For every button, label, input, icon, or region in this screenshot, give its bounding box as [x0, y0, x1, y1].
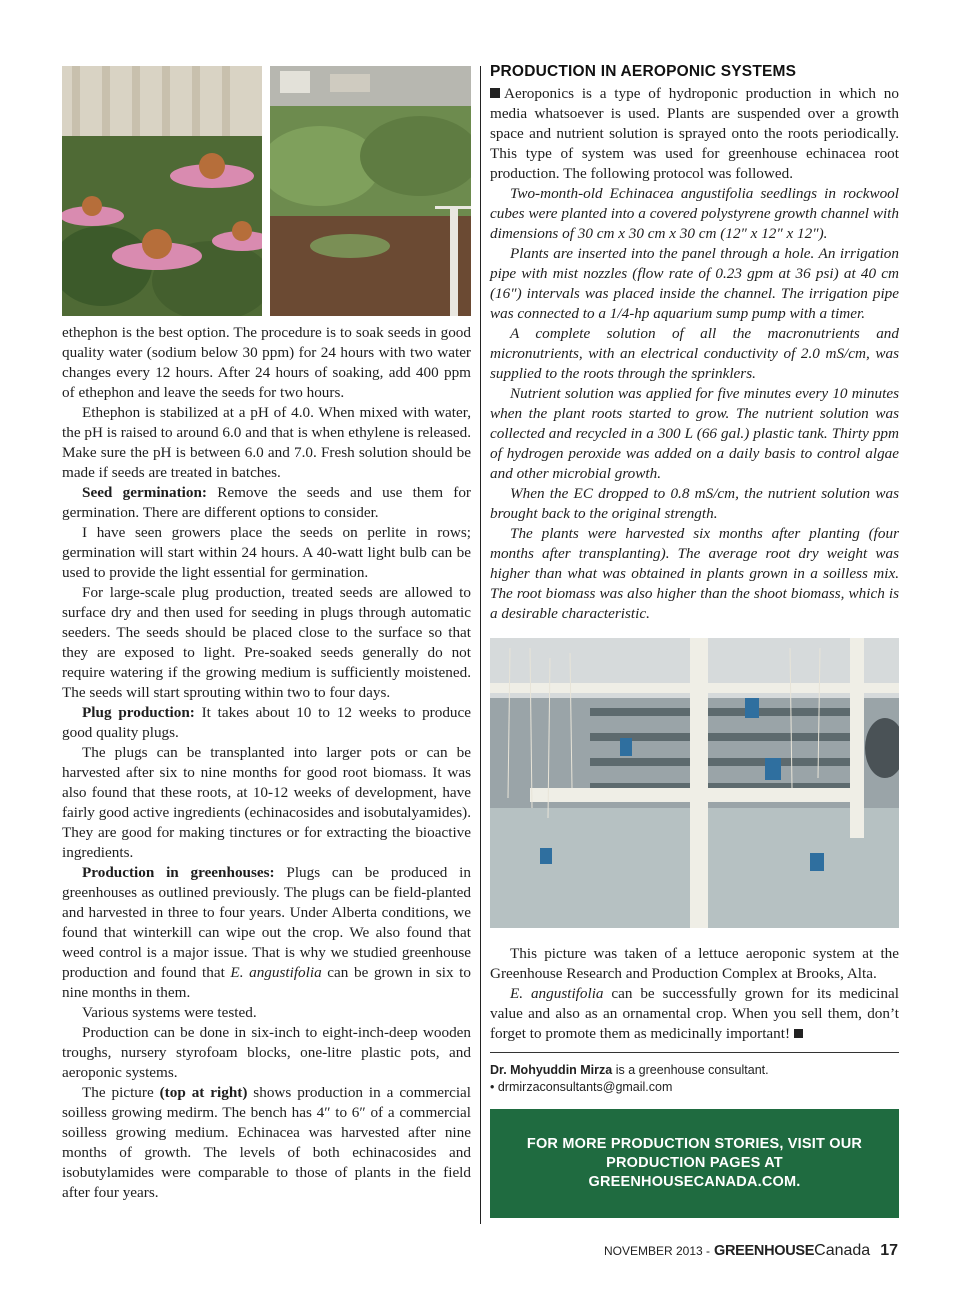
paragraph-text: Aeroponics is a type of hydroponic production in which no media whatsoever is used. Plants are suspended over a growth space and nutrient solution is sprayed onto the roots periodically. This type of system was used for greenhouse echinacea root production. The following protocol was followed.: [490, 85, 899, 182]
author-divider: [490, 1052, 899, 1053]
paragraph: I have seen growers place the seeds on perlite in rows; germination will start within 24 hours. A 40-watt light bulb can be used to provide the light essential for germination.: [62, 524, 471, 581]
right-column-top: [490, 84, 899, 624]
paragraph: The plugs can be transplanted into larger pots or can be harvested after six to nine months for good root biomass. It was also found that these roots, at 10-12 weeks of development, have fairly good active ingredients (echinacosides and isobutalyamides). They are good for making tinctures or for extracting the bioactive ingredients.: [62, 744, 471, 861]
greenhouse-bench-photo: [270, 66, 471, 316]
paragraph: Ethephon is stabilized at a pH of 4.0. When mixed with water, the pH is raised to around 6.0 and that is when ethylene is released. Make sure the pH is between 6.0 and 7.0. Fresh solution should be made if seeds are treated in batches.: [62, 404, 471, 481]
paragraph: Various systems were tested.: [82, 1004, 257, 1021]
intro-paragraph: [490, 84, 899, 184]
magazine-name-light: Canada: [814, 1242, 871, 1259]
protocol-paragraph: Nutrient solution was applied for five minutes every 10 minutes when the plant roots started to grow. The nutrient solution was collected and recycled in a 300 L (66 gal.) plastic tank. Thirty ppm of hydrogen peroxide was added on a daily basis to control algae and other microbial growth.: [490, 385, 899, 482]
paragraph-text: can be grown in six to nine months in them.: [62, 964, 471, 1001]
subhead-seed-germination: Seed germination:: [82, 484, 207, 501]
paragraph-text: It takes about 10 to 12 weeks to produce good quality plugs.: [62, 704, 471, 741]
protocol-paragraph: A complete solution of all the macronutrients and micronutrients, with an electrical conductivity of 2.0 mS/cm, was supplied to the roots through the sprinklers.: [490, 325, 899, 382]
right-column-bottom: [490, 944, 899, 1044]
subhead-plug-production: Plug production:: [82, 704, 195, 721]
photo-caption: This picture was taken of a lettuce aeroponic system at the Greenhouse Research and Production Complex at Brooks, Alta.: [490, 945, 899, 982]
square-bullet-icon: [490, 88, 500, 98]
protocol-list: [490, 184, 899, 624]
author-bio: [490, 1062, 899, 1096]
aeroponic-system-photo: [490, 638, 899, 928]
author-role: is a greenhouse consultant.: [612, 1063, 769, 1077]
promo-text: FOR MORE PRODUCTION STORIES, VISIT OUR PRODUCTION PAGES AT GREENHOUSECANADA.COM.: [526, 1136, 863, 1190]
protocol-paragraph: The plants were harvested six months after planting (four months after transplanting). The average root dry weight was higher than what was obtained in plants grown in a soilless mix. The root biomass was also higher than the shoot biomass, which is a desirable characteristic.: [490, 525, 899, 622]
paragraph: [62, 863, 471, 1003]
author-email[interactable]: • drmirzaconsultants@gmail.com: [490, 1080, 673, 1094]
paragraph-text: The picture: [82, 1084, 160, 1101]
figure-reference: (top at right): [159, 1084, 248, 1101]
end-mark-icon: [794, 1029, 803, 1038]
protocol-paragraph: Plants are inserted into the panel through a hole. An irrigation pipe with mist nozzles (flow rate of 0.23 gpm at 36 psi) at 40 cm (16″) intervals was placed inside the channel. The irrigation pipe was connected to a 1/4-hp aquarium sump pump with a timer.: [490, 245, 899, 322]
paragraph-text: shows production in a commercial soilless growing medirm. The bench has 4″ to 6″ of a commercial soilless growing medium. Echinacea was harvested after nine months of growth. The levels of both echinacosides and isobutylamides were comparable to those of plants in the field after four years.: [62, 1084, 471, 1201]
page-footer: [604, 1242, 898, 1260]
echinacea-flowers-photo: [62, 66, 262, 316]
paragraph: [62, 483, 471, 523]
author-line: [490, 1062, 899, 1079]
author-name: Dr. Mohyuddin Mirza: [490, 1063, 613, 1077]
magazine-name-bold: GREENHOUSE: [714, 1243, 815, 1259]
column-divider: [480, 66, 481, 1224]
species-name: E. angustifolia: [230, 964, 322, 981]
promo-box[interactable]: [490, 1109, 899, 1218]
paragraph-text: Remove the seeds and use them for germination. There are different options to consider.: [62, 484, 471, 521]
page-number: 17: [880, 1242, 898, 1259]
paragraph: ethephon is the best option. The procedure is to soak seeds in good quality water (sodium below 30 ppm) for 24 hours with two water changes every 12 hours. After 24 hours of soaking, add 400 ppm of ethephon and leave the seeds for two hours.: [62, 324, 471, 401]
paragraph: For large-scale plug production, treated seeds are allowed to surface dry and then used for seeding in plugs through automatic seeders. The seeds should be placed close to the surface so that they are exposed to light. Pre-soaked seeds generally do not require watering if the growing medium is sufficiently moistened. The seeds will start sprouting within two to four days.: [62, 584, 471, 701]
paragraph-text: Plugs can be produced in greenhouses as outlined previously. The plugs can be field-planted and harvested in three to four years. Under Alberta conditions, we found that winterkill can wipe out the crop. We also found that weed control is a major issue. That is why we studied greenhouse production and found that: [62, 864, 471, 981]
paragraph-text: can be successfully grown for its medicinal value and also as an ornamental crop. When you sell them, don’t forget to promote them as medicinally important!: [490, 985, 899, 1042]
section-heading: PRODUCTION IN AEROPONIC SYSTEMS: [490, 63, 797, 80]
issue-date: NOVEMBER 2013 -: [603, 1244, 711, 1258]
paragraph: Production can be done in six-inch to eight-inch-deep wooden troughs, nursery styrofoam blocks, one-litre plastic pots, and aeroponic systems.: [62, 1024, 471, 1081]
paragraph: [62, 1083, 471, 1203]
protocol-paragraph: Two-month-old Echinacea angustifolia seedlings in rockwool cubes were planted into a covered polystyrene growth channel with dimensions of 30 cm x 30 cm x 30 cm (12″ x 12″ x 12″).: [490, 185, 899, 242]
closing-paragraph: [490, 984, 899, 1044]
protocol-paragraph: When the EC dropped to 0.8 mS/cm, the nutrient solution was brought back to the original strength.: [490, 485, 899, 522]
paragraph: [62, 703, 471, 743]
species-name: E. angustifolia: [510, 985, 604, 1002]
subhead-production-greenhouses: Production in greenhouses:: [82, 864, 275, 881]
left-column: [62, 323, 471, 1203]
